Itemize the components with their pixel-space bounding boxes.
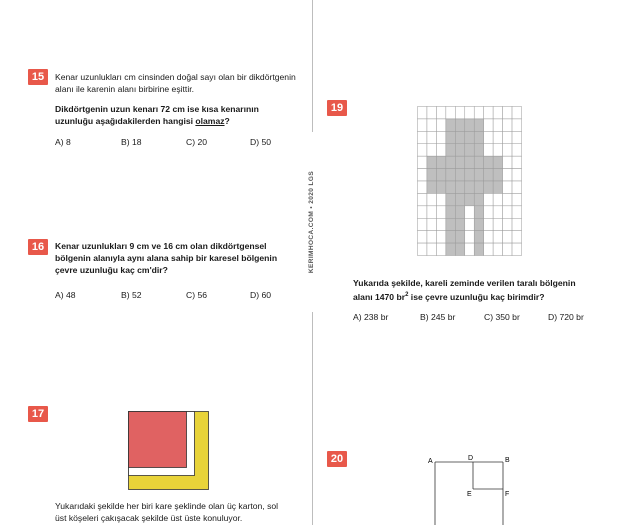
q19-line2 [353,289,576,303]
q15-option-c[interactable]: C) 20 [186,137,208,147]
q15-option-a[interactable]: A) 8 [55,137,71,147]
shaded-cell [474,231,483,243]
shaded-cell [474,119,483,131]
shaded-cell [427,181,436,193]
grid-cell [427,131,436,143]
shaded-cell [455,119,464,131]
shaded-cell [455,181,464,193]
shaded-cell [493,169,502,181]
grid-cell [493,193,502,205]
question-20-number: 20 [327,451,347,467]
q19-option-b[interactable]: B) 245 br [420,312,456,322]
shaded-cell [436,156,445,168]
grid-cell [418,156,427,168]
q16-option-d[interactable]: D) 60 [250,290,272,300]
question-15-stem [55,103,259,127]
square-figure-abdef [425,452,520,525]
grid-cell [503,218,512,230]
grid-cell [465,206,474,218]
grid-cell [446,107,455,119]
shaded-cell [436,169,445,181]
shaded-cell [484,181,493,193]
grid-cell [512,131,521,143]
grid-cell [418,131,427,143]
shaded-cell [446,206,455,218]
q19-l2-start: alanı 1470 br [353,291,406,302]
q16-line3: çevre uzunluğu kaç cm'dir? [55,265,168,275]
shaded-cell [446,131,455,143]
grid-cell [503,243,512,255]
grid-cell [503,107,512,119]
shaded-cell [446,231,455,243]
question-16-number: 16 [28,239,48,255]
question-16-options [55,290,271,300]
q15-intro-line1: Kenar uzunlukları cm cinsinden doğal sayı olan bir dikdörtgenin [55,72,296,82]
grid-cell [465,243,474,255]
shaded-cell [465,156,474,168]
grid-cell [493,218,502,230]
q19-l2-end: ise çevre uzunluğu kaç birimdir? [408,291,545,302]
shaded-cell [474,169,483,181]
q17-line1: Yukarıdaki şekilde her biri kare şeklinde olan üç karton, sol [55,501,279,511]
q19-l2-sup: 2 [405,292,409,298]
grid-cell [436,206,445,218]
grid-cell [493,131,502,143]
question-17-number: 17 [28,406,48,422]
shaded-cell [474,243,483,255]
grid-cell [436,144,445,156]
grid-cell [418,231,427,243]
grid-cell [503,169,512,181]
question-16-stem [55,240,277,276]
grid-cell [418,206,427,218]
grid-cell [493,144,502,156]
grid-cell [436,107,445,119]
grid-cell [493,107,502,119]
grid-cell [484,231,493,243]
shaded-cell [455,131,464,143]
shaded-grid-figure [417,106,522,256]
shaded-cell [455,193,464,205]
grid-cell [512,193,521,205]
label-b: B [505,457,510,464]
grid-cell [427,193,436,205]
shaded-cell [465,181,474,193]
grid-cell [436,193,445,205]
watermark: KERIMHOCA.COM • 2020 LGS [305,132,319,312]
shaded-cell [465,144,474,156]
label-e: E [467,491,472,498]
grid-cell [512,243,521,255]
q16-option-b[interactable]: B) 52 [121,290,142,300]
shaded-cell [484,169,493,181]
shaded-cell [474,156,483,168]
grid-cell [512,231,521,243]
shaded-cell [474,206,483,218]
grid-cell [436,119,445,131]
grid-cell [455,107,464,119]
q19-option-c[interactable]: C) 350 br [484,312,520,322]
grid-cell [493,206,502,218]
grid-cell [418,107,427,119]
q15-q2-start: uzunluğu aşağıdakilerden hangisi [55,116,196,126]
grid-cell [427,206,436,218]
shaded-cell [455,144,464,156]
question-15-intro [55,71,296,95]
shaded-cell [446,169,455,181]
q15-question-line1: Dikdörtgenin uzun kenarı 72 cm ise kısa kenarının [55,104,259,114]
label-a: A [428,458,433,465]
grid-cell [436,218,445,230]
q19-option-d[interactable]: D) 720 br [548,312,584,322]
label-d: D [468,455,474,462]
question-15-number: 15 [28,69,48,85]
shaded-cell [474,181,483,193]
shaded-cell [455,206,464,218]
q16-line1: Kenar uzunlukları 9 cm ve 16 cm olan dikdörtgensel [55,241,267,251]
q16-option-a[interactable]: A) 48 [55,290,76,300]
shaded-cell [484,156,493,168]
grid-cell [493,119,502,131]
q19-line1: Yukarıda şekilde, kareli zeminde verilen taralı bölgenin [353,278,576,288]
grid-cell [418,169,427,181]
shaded-cell [446,218,455,230]
shaded-cell [446,181,455,193]
shaded-cell [446,243,455,255]
shaded-cell [446,156,455,168]
grid-cell [503,131,512,143]
q15-option-d[interactable]: D) 50 [250,137,272,147]
shaded-cell [493,181,502,193]
grid-cell [503,193,512,205]
red-square [129,412,187,468]
shaded-cell [446,144,455,156]
question-19-number: 19 [327,100,347,116]
grid-cell [427,144,436,156]
grid-cell [427,218,436,230]
shaded-cell [455,218,464,230]
shaded-cell [446,193,455,205]
q15-intro-line2: alanı ile karenin alanı birbirine eşittir. [55,84,195,94]
grid-cell [436,131,445,143]
grid-cell [512,206,521,218]
grid-cell [503,206,512,218]
label-f: F [505,491,510,498]
shaded-cell [474,193,483,205]
grid-cell [503,156,512,168]
grid-cell [484,144,493,156]
grid-cell [493,243,502,255]
grid-cell [484,206,493,218]
q15-q2-end: ? [224,116,230,126]
shaded-cell [493,156,502,168]
grid-cell [512,181,521,193]
shaded-cell [455,169,464,181]
q15-underlined-word: olamaz [195,116,225,126]
grid-cell [484,243,493,255]
grid-cell [512,218,521,230]
grid-cell [436,231,445,243]
grid-cell [484,193,493,205]
grid-cell [418,144,427,156]
q15-option-b[interactable]: B) 18 [121,137,142,147]
q15-question-line2 [55,115,259,127]
grid-cell [503,119,512,131]
grid-cell [427,119,436,131]
question-19-stem [353,277,576,303]
grid-cell [493,231,502,243]
shaded-cell [465,169,474,181]
q19-option-a[interactable]: A) 238 br [353,312,389,322]
shaded-cell [455,243,464,255]
grid-cell [503,231,512,243]
grid-cell [484,218,493,230]
q16-option-c[interactable]: C) 56 [186,290,208,300]
q17-line2: üst köşeleri çakışacak şekilde üst üste konuluyor. [55,513,243,523]
grid-cell [418,243,427,255]
shaded-cell [474,218,483,230]
shaded-cell [465,131,474,143]
q16-line2: bölgenin alanıyla aynı alana sahip bir karesel bölgenin [55,253,278,263]
grid-cell [465,218,474,230]
grid-cell [512,107,521,119]
grid-cell [418,218,427,230]
grid-cell [427,231,436,243]
three-squares-figure [128,411,210,491]
question-17-stem [55,500,278,524]
question-19-options [353,312,584,322]
shaded-cell [446,119,455,131]
grid-cell [436,243,445,255]
grid-cell [503,181,512,193]
grid-cell [512,156,521,168]
shaded-cell [474,144,483,156]
grid-cell [512,169,521,181]
grid-cell [512,144,521,156]
grid-cell [484,119,493,131]
shaded-cell [465,193,474,205]
grid-cell [427,243,436,255]
grid-cell [484,107,493,119]
grid-cell [503,144,512,156]
shaded-cell [427,169,436,181]
shaded-cell [427,156,436,168]
grid-cell [427,107,436,119]
grid-cell [465,231,474,243]
grid-cell [418,181,427,193]
grid-cell [474,107,483,119]
shaded-cell [465,119,474,131]
shaded-cell [436,181,445,193]
grid-cell [418,119,427,131]
grid-cell [512,119,521,131]
grid-cell [484,131,493,143]
shaded-cell [455,231,464,243]
shaded-cell [474,131,483,143]
grid-cell [465,107,474,119]
shaded-cell [455,156,464,168]
question-15-options [55,137,271,147]
grid-cell [418,193,427,205]
